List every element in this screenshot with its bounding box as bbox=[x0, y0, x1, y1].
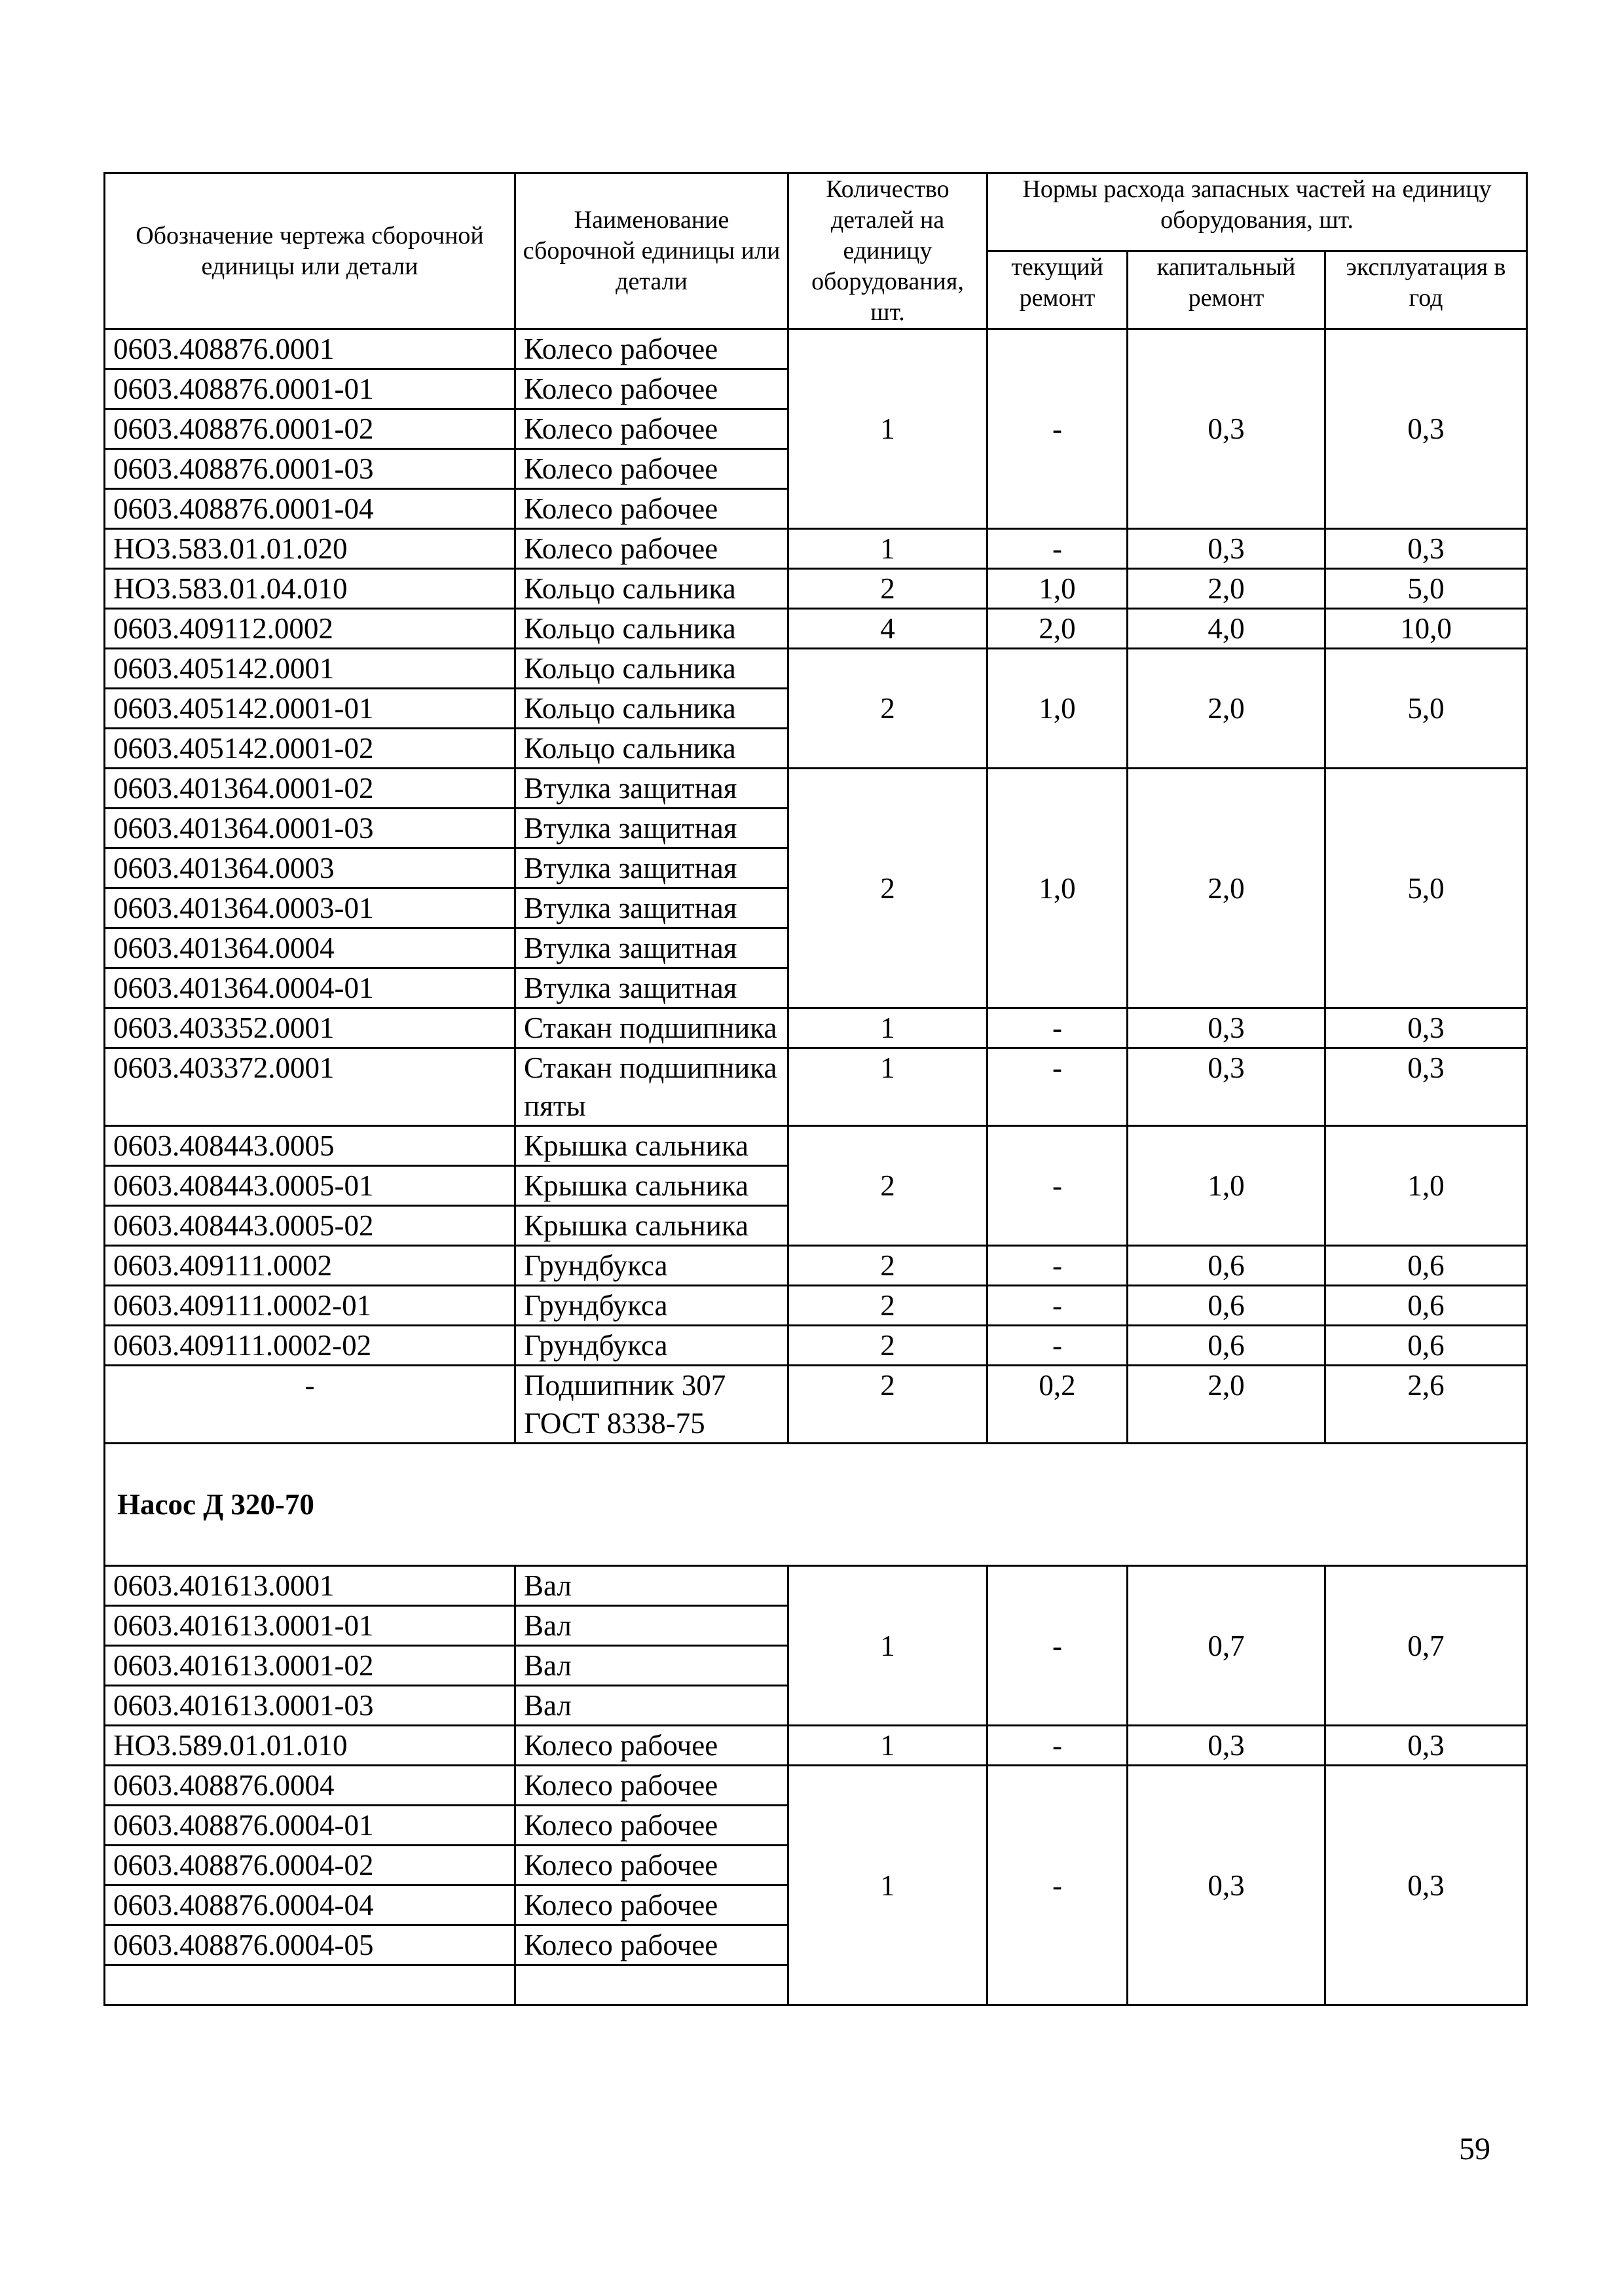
capital-repair-norm: 0,3 bbox=[1128, 529, 1325, 569]
current-repair-norm: - bbox=[987, 1726, 1128, 1766]
part-code: 0603.408876.0004-05 bbox=[105, 1925, 515, 1965]
capital-repair-norm: 1,0 bbox=[1128, 1126, 1325, 1246]
quantity: 1 bbox=[788, 1566, 987, 1726]
part-code: 0603.401364.0001-03 bbox=[105, 809, 515, 848]
capital-repair-norm: 0,6 bbox=[1128, 1326, 1325, 1366]
part-code: 0603.401613.0001-02 bbox=[105, 1646, 515, 1686]
table-row bbox=[105, 529, 1527, 569]
capital-repair-norm: 0,3 bbox=[1128, 1726, 1325, 1766]
table-row bbox=[105, 1766, 1527, 1806]
part-code: 0603.401364.0004-01 bbox=[105, 968, 515, 1008]
part-name: Колесо рабочее bbox=[515, 1925, 788, 1965]
current-repair-norm: - bbox=[987, 1048, 1128, 1126]
current-repair-norm: - bbox=[987, 329, 1128, 529]
part-code: 0603.408443.0005-01 bbox=[105, 1166, 515, 1206]
part-name: Втулка защитная bbox=[515, 888, 788, 928]
current-repair-norm: 0,2 bbox=[987, 1366, 1128, 1444]
part-code: 0603.408876.0004-01 bbox=[105, 1806, 515, 1846]
part-code: 0603.409111.0002 bbox=[105, 1246, 515, 1286]
part-name: Стакан подшипника пяты bbox=[515, 1048, 788, 1126]
part-name: Кольцо сальника bbox=[515, 649, 788, 689]
part-name: Кольцо сальника bbox=[515, 609, 788, 649]
header-current-repair: текущий ремонт bbox=[987, 251, 1128, 329]
part-name: Грундбукса bbox=[515, 1246, 788, 1286]
operation-norm: 0,3 bbox=[1325, 1048, 1527, 1126]
header-norms: Нормы расхода запасных частей на единицу оборудования, шт. bbox=[987, 173, 1527, 251]
capital-repair-norm: 2,0 bbox=[1128, 649, 1325, 769]
part-code: 0603.401613.0001-03 bbox=[105, 1686, 515, 1726]
empty-cell bbox=[105, 1965, 515, 2005]
part-code: НО3.583.01.04.010 bbox=[105, 569, 515, 609]
table-row bbox=[105, 329, 1527, 369]
operation-norm: 0,3 bbox=[1325, 1766, 1527, 2005]
capital-repair-norm: 0,3 bbox=[1128, 329, 1325, 529]
part-name: Вал bbox=[515, 1566, 788, 1606]
part-code: 0603.409112.0002 bbox=[105, 609, 515, 649]
capital-repair-norm: 0,6 bbox=[1128, 1286, 1325, 1326]
part-code: - bbox=[105, 1366, 515, 1444]
current-repair-norm: - bbox=[987, 1126, 1128, 1246]
quantity: 1 bbox=[788, 1048, 987, 1126]
operation-norm: 0,6 bbox=[1325, 1246, 1527, 1286]
quantity: 2 bbox=[788, 1246, 987, 1286]
part-name: Вал bbox=[515, 1686, 788, 1726]
part-code: 0603.408876.0001-03 bbox=[105, 449, 515, 489]
part-code: 0603.408876.0001-04 bbox=[105, 489, 515, 529]
capital-repair-norm: 2,0 bbox=[1128, 569, 1325, 609]
part-code: 0603.408876.0004 bbox=[105, 1766, 515, 1806]
current-repair-norm: - bbox=[987, 1326, 1128, 1366]
part-code: 0603.401364.0003 bbox=[105, 848, 515, 888]
spare-parts-table bbox=[103, 172, 1528, 2006]
part-code: 0603.408876.0004-02 bbox=[105, 1846, 515, 1886]
table-row bbox=[105, 769, 1527, 809]
operation-norm: 0,3 bbox=[1325, 329, 1527, 529]
header-operation-per-year: эксплуатация в год bbox=[1325, 251, 1527, 329]
part-code: 0603.405142.0001-01 bbox=[105, 689, 515, 729]
part-code: 0603.408876.0004-04 bbox=[105, 1886, 515, 1925]
part-code: 0603.405142.0001-02 bbox=[105, 729, 515, 769]
current-repair-norm: - bbox=[987, 1766, 1128, 2005]
part-name: Колесо рабочее bbox=[515, 489, 788, 529]
capital-repair-norm: 2,0 bbox=[1128, 1366, 1325, 1444]
quantity: 2 bbox=[788, 649, 987, 769]
part-name: Колесо рабочее bbox=[515, 369, 788, 409]
part-name: Колесо рабочее bbox=[515, 449, 788, 489]
capital-repair-norm: 0,3 bbox=[1128, 1048, 1325, 1126]
operation-norm: 5,0 bbox=[1325, 649, 1527, 769]
current-repair-norm: 1,0 bbox=[987, 649, 1128, 769]
part-code: 0603.408876.0001-02 bbox=[105, 409, 515, 449]
part-name: Крышка сальника bbox=[515, 1206, 788, 1246]
section-title: Насос Д 320-70 bbox=[105, 1444, 1527, 1566]
part-name: Колесо рабочее bbox=[515, 1806, 788, 1846]
part-code: НО3.583.01.01.020 bbox=[105, 529, 515, 569]
capital-repair-norm: 0,3 bbox=[1128, 1008, 1325, 1048]
quantity: 2 bbox=[788, 769, 987, 1008]
part-code: 0603.403372.0001 bbox=[105, 1048, 515, 1126]
table-row bbox=[105, 1008, 1527, 1048]
operation-norm: 1,0 bbox=[1325, 1126, 1527, 1246]
part-code: 0603.401613.0001-01 bbox=[105, 1606, 515, 1646]
operation-norm: 0,6 bbox=[1325, 1326, 1527, 1366]
part-code: 0603.401364.0004 bbox=[105, 928, 515, 968]
quantity: 1 bbox=[788, 1726, 987, 1766]
current-repair-norm: 2,0 bbox=[987, 609, 1128, 649]
part-name: Крышка сальника bbox=[515, 1166, 788, 1206]
quantity: 1 bbox=[788, 529, 987, 569]
current-repair-norm: - bbox=[987, 1008, 1128, 1048]
part-name: Втулка защитная bbox=[515, 769, 788, 809]
table-row bbox=[105, 649, 1527, 689]
current-repair-norm: - bbox=[987, 1246, 1128, 1286]
part-name: Вал bbox=[515, 1646, 788, 1686]
part-name: Колесо рабочее bbox=[515, 529, 788, 569]
part-code: 0603.405142.0001 bbox=[105, 649, 515, 689]
quantity: 1 bbox=[788, 329, 987, 529]
table-row bbox=[105, 1326, 1527, 1366]
part-name: Колесо рабочее bbox=[515, 329, 788, 369]
part-code: 0603.409111.0002-02 bbox=[105, 1326, 515, 1366]
header-quantity: Количество деталей на единицу оборудования, шт. bbox=[788, 173, 987, 329]
table-row bbox=[105, 1366, 1527, 1444]
quantity: 1 bbox=[788, 1008, 987, 1048]
header-designation: Обозначение чертежа сборочной единицы или детали bbox=[105, 173, 515, 329]
quantity: 1 bbox=[788, 1766, 987, 2005]
header-capital-repair: капитальный ремонт bbox=[1128, 251, 1325, 329]
part-name: Стакан подшипника bbox=[515, 1008, 788, 1048]
part-name: Втулка защитная bbox=[515, 848, 788, 888]
part-name: Вал bbox=[515, 1606, 788, 1646]
header-name: Наименование сборочной единицы или детали bbox=[515, 173, 788, 329]
quantity: 2 bbox=[788, 1326, 987, 1366]
part-name: Втулка защитная bbox=[515, 928, 788, 968]
part-code: 0603.401364.0003-01 bbox=[105, 888, 515, 928]
capital-repair-norm: 4,0 bbox=[1128, 609, 1325, 649]
table-row bbox=[105, 1246, 1527, 1286]
quantity: 2 bbox=[788, 1366, 987, 1444]
quantity: 2 bbox=[788, 1126, 987, 1246]
capital-repair-norm: 0,7 bbox=[1128, 1566, 1325, 1726]
operation-norm: 0,3 bbox=[1325, 1726, 1527, 1766]
part-name: Подшипник 307 ГОСТ 8338-75 bbox=[515, 1366, 788, 1444]
table-row bbox=[105, 609, 1527, 649]
page-number: 59 bbox=[1459, 2132, 1490, 2166]
table-row bbox=[105, 1048, 1527, 1126]
part-code: 0603.401364.0001-02 bbox=[105, 769, 515, 809]
part-name: Кольцо сальника bbox=[515, 689, 788, 729]
current-repair-norm: 1,0 bbox=[987, 769, 1128, 1008]
part-name: Кольцо сальника bbox=[515, 569, 788, 609]
part-name: Крышка сальника bbox=[515, 1126, 788, 1166]
table-row bbox=[105, 1726, 1527, 1766]
quantity: 2 bbox=[788, 1286, 987, 1326]
operation-norm: 0,3 bbox=[1325, 1008, 1527, 1048]
operation-norm: 10,0 bbox=[1325, 609, 1527, 649]
table-row bbox=[105, 1566, 1527, 1606]
current-repair-norm: 1,0 bbox=[987, 569, 1128, 609]
empty-cell bbox=[515, 1965, 788, 2005]
part-code: 0603.409111.0002-01 bbox=[105, 1286, 515, 1326]
operation-norm: 0,6 bbox=[1325, 1286, 1527, 1326]
part-name: Грундбукса bbox=[515, 1326, 788, 1366]
part-name: Колесо рабочее bbox=[515, 409, 788, 449]
current-repair-norm: - bbox=[987, 1566, 1128, 1726]
current-repair-norm: - bbox=[987, 1286, 1128, 1326]
part-code: 0603.401613.0001 bbox=[105, 1566, 515, 1606]
operation-norm: 5,0 bbox=[1325, 769, 1527, 1008]
operation-norm: 2,6 bbox=[1325, 1366, 1527, 1444]
part-name: Колесо рабочее bbox=[515, 1846, 788, 1886]
part-name: Колесо рабочее bbox=[515, 1886, 788, 1925]
quantity: 4 bbox=[788, 609, 987, 649]
operation-norm: 5,0 bbox=[1325, 569, 1527, 609]
capital-repair-norm: 2,0 bbox=[1128, 769, 1325, 1008]
part-name: Кольцо сальника bbox=[515, 729, 788, 769]
part-name: Втулка защитная bbox=[515, 809, 788, 848]
part-code: 0603.408876.0001-01 bbox=[105, 369, 515, 409]
part-code: НО3.589.01.01.010 bbox=[105, 1726, 515, 1766]
part-name: Втулка защитная bbox=[515, 968, 788, 1008]
part-code: 0603.408443.0005-02 bbox=[105, 1206, 515, 1246]
quantity: 2 bbox=[788, 569, 987, 609]
table-row bbox=[105, 569, 1527, 609]
current-repair-norm: - bbox=[987, 529, 1128, 569]
table-row bbox=[105, 1286, 1527, 1326]
part-name: Грундбукса bbox=[515, 1286, 788, 1326]
part-name: Колесо рабочее bbox=[515, 1726, 788, 1766]
operation-norm: 0,7 bbox=[1325, 1566, 1527, 1726]
part-code: 0603.408876.0001 bbox=[105, 329, 515, 369]
operation-norm: 0,3 bbox=[1325, 529, 1527, 569]
part-code: 0603.408443.0005 bbox=[105, 1126, 515, 1166]
capital-repair-norm: 0,6 bbox=[1128, 1246, 1325, 1286]
part-code: 0603.403352.0001 bbox=[105, 1008, 515, 1048]
part-name: Колесо рабочее bbox=[515, 1766, 788, 1806]
table-row bbox=[105, 1126, 1527, 1166]
capital-repair-norm: 0,3 bbox=[1128, 1766, 1325, 2005]
